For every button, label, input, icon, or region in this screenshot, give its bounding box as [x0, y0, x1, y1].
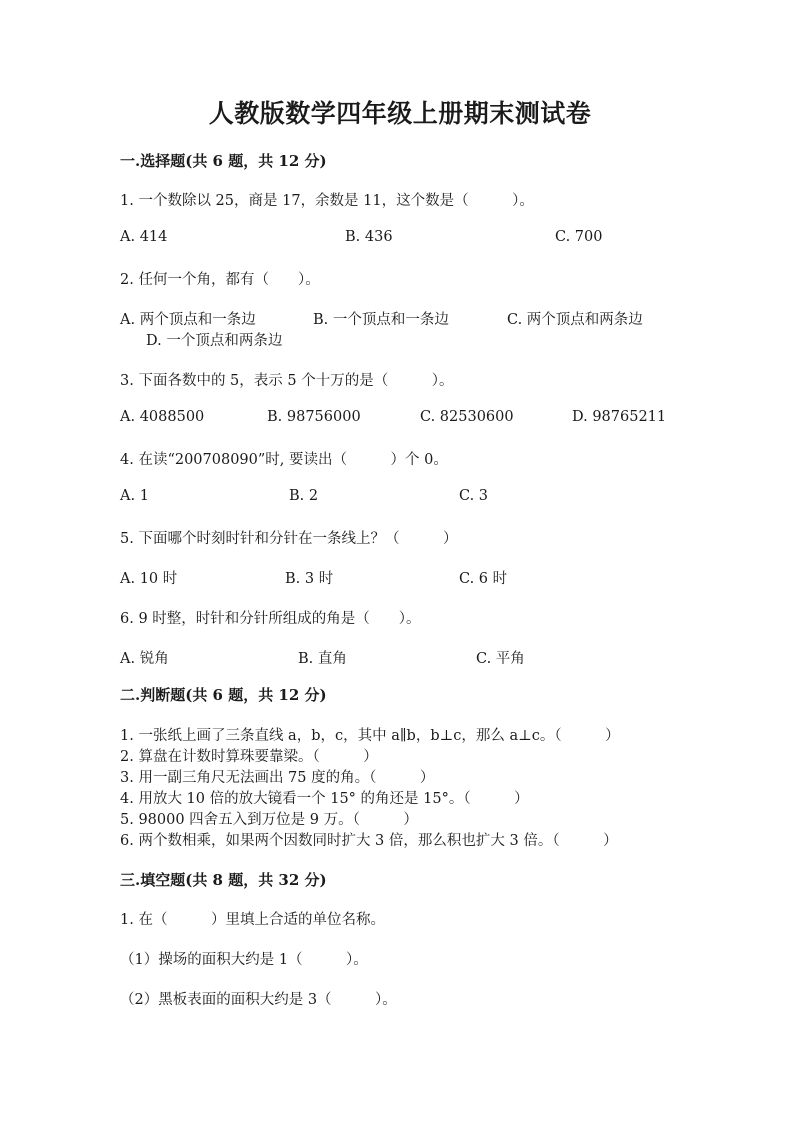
- option-c: C. 3: [459, 488, 489, 504]
- option-c: C. 6 时: [459, 571, 508, 587]
- option-b: B. 2: [289, 488, 319, 504]
- question-stem: 4. 在读“200708090”时, 要读出（ ）个 0。: [120, 452, 448, 468]
- option-c: C. 平角: [476, 651, 525, 667]
- section-heading-fill-blank: 三.填空题(共 8 题，共 32 分): [120, 871, 327, 889]
- option-a: A. 414: [120, 229, 168, 245]
- judgement-item: 2. 算盘在计数时算珠要靠梁。（ ）: [120, 749, 378, 765]
- option-a: A. 10 时: [120, 571, 178, 587]
- option-d: D. 98765211: [572, 409, 667, 425]
- question-stem: 1. 在（ ）里填上合适的单位名称。: [120, 912, 385, 928]
- judgement-item: 4. 用放大 10 倍的放大镜看一个 15° 的角还是 15°。（ ）: [120, 791, 529, 807]
- option-c: C. 两个顶点和两条边: [507, 312, 643, 328]
- question-stem: 6. 9 时整，时针和分针所组成的角是（ ）。: [120, 611, 421, 627]
- option-a: A. 4088500: [120, 409, 205, 425]
- option-a: A. 锐角: [120, 651, 169, 667]
- option-a: A. 两个顶点和一条边: [120, 312, 256, 328]
- option-b: B. 436: [345, 229, 393, 245]
- section-heading-judgement: 二.判断题(共 6 题，共 12 分): [120, 686, 327, 704]
- question-stem: 3. 下面各数中的 5，表示 5 个十万的是（ ）。: [120, 373, 454, 389]
- option-b: B. 3 时: [285, 571, 334, 587]
- section-heading-choice: 一.选择题(共 6 题，共 12 分): [120, 152, 327, 170]
- option-b: B. 一个顶点和一条边: [313, 312, 449, 328]
- option-c: C. 82530600: [420, 409, 514, 425]
- question-stem: 2. 任何一个角，都有（ ）。: [120, 272, 320, 288]
- page-title: 人教版数学四年级上册期末测试卷: [208, 99, 592, 128]
- judgement-item: 5. 98000 四舍五入到万位是 9 万。（ ）: [120, 812, 418, 828]
- sub-question: （1）操场的面积大约是 1（ ）。: [120, 952, 368, 968]
- question-stem: 1. 一个数除以 25，商是 17，余数是 11，这个数是（ ）。: [120, 193, 534, 209]
- judgement-item: 3. 用一副三角尺无法画出 75 度的角。（ ）: [120, 770, 435, 786]
- option-b: B. 98756000: [267, 409, 361, 425]
- option-b: B. 直角: [298, 651, 347, 667]
- option-c: C. 700: [555, 229, 603, 245]
- option-a: A. 1: [120, 488, 149, 504]
- question-stem: 5. 下面哪个时刻时针和分针在一条线上？（ ）: [120, 531, 458, 547]
- option-d: D. 一个顶点和两条边: [146, 333, 283, 349]
- judgement-item: 6. 两个数相乘，如果两个因数同时扩大 3 倍，那么积也扩大 3 倍。（ ）: [120, 833, 618, 849]
- sub-question: （2）黑板表面的面积大约是 3（ ）。: [120, 992, 397, 1008]
- judgement-item: 1. 一张纸上画了三条直线 a，b，c，其中 a∥b，b⊥c，那么 a⊥c。（ ）: [120, 728, 620, 744]
